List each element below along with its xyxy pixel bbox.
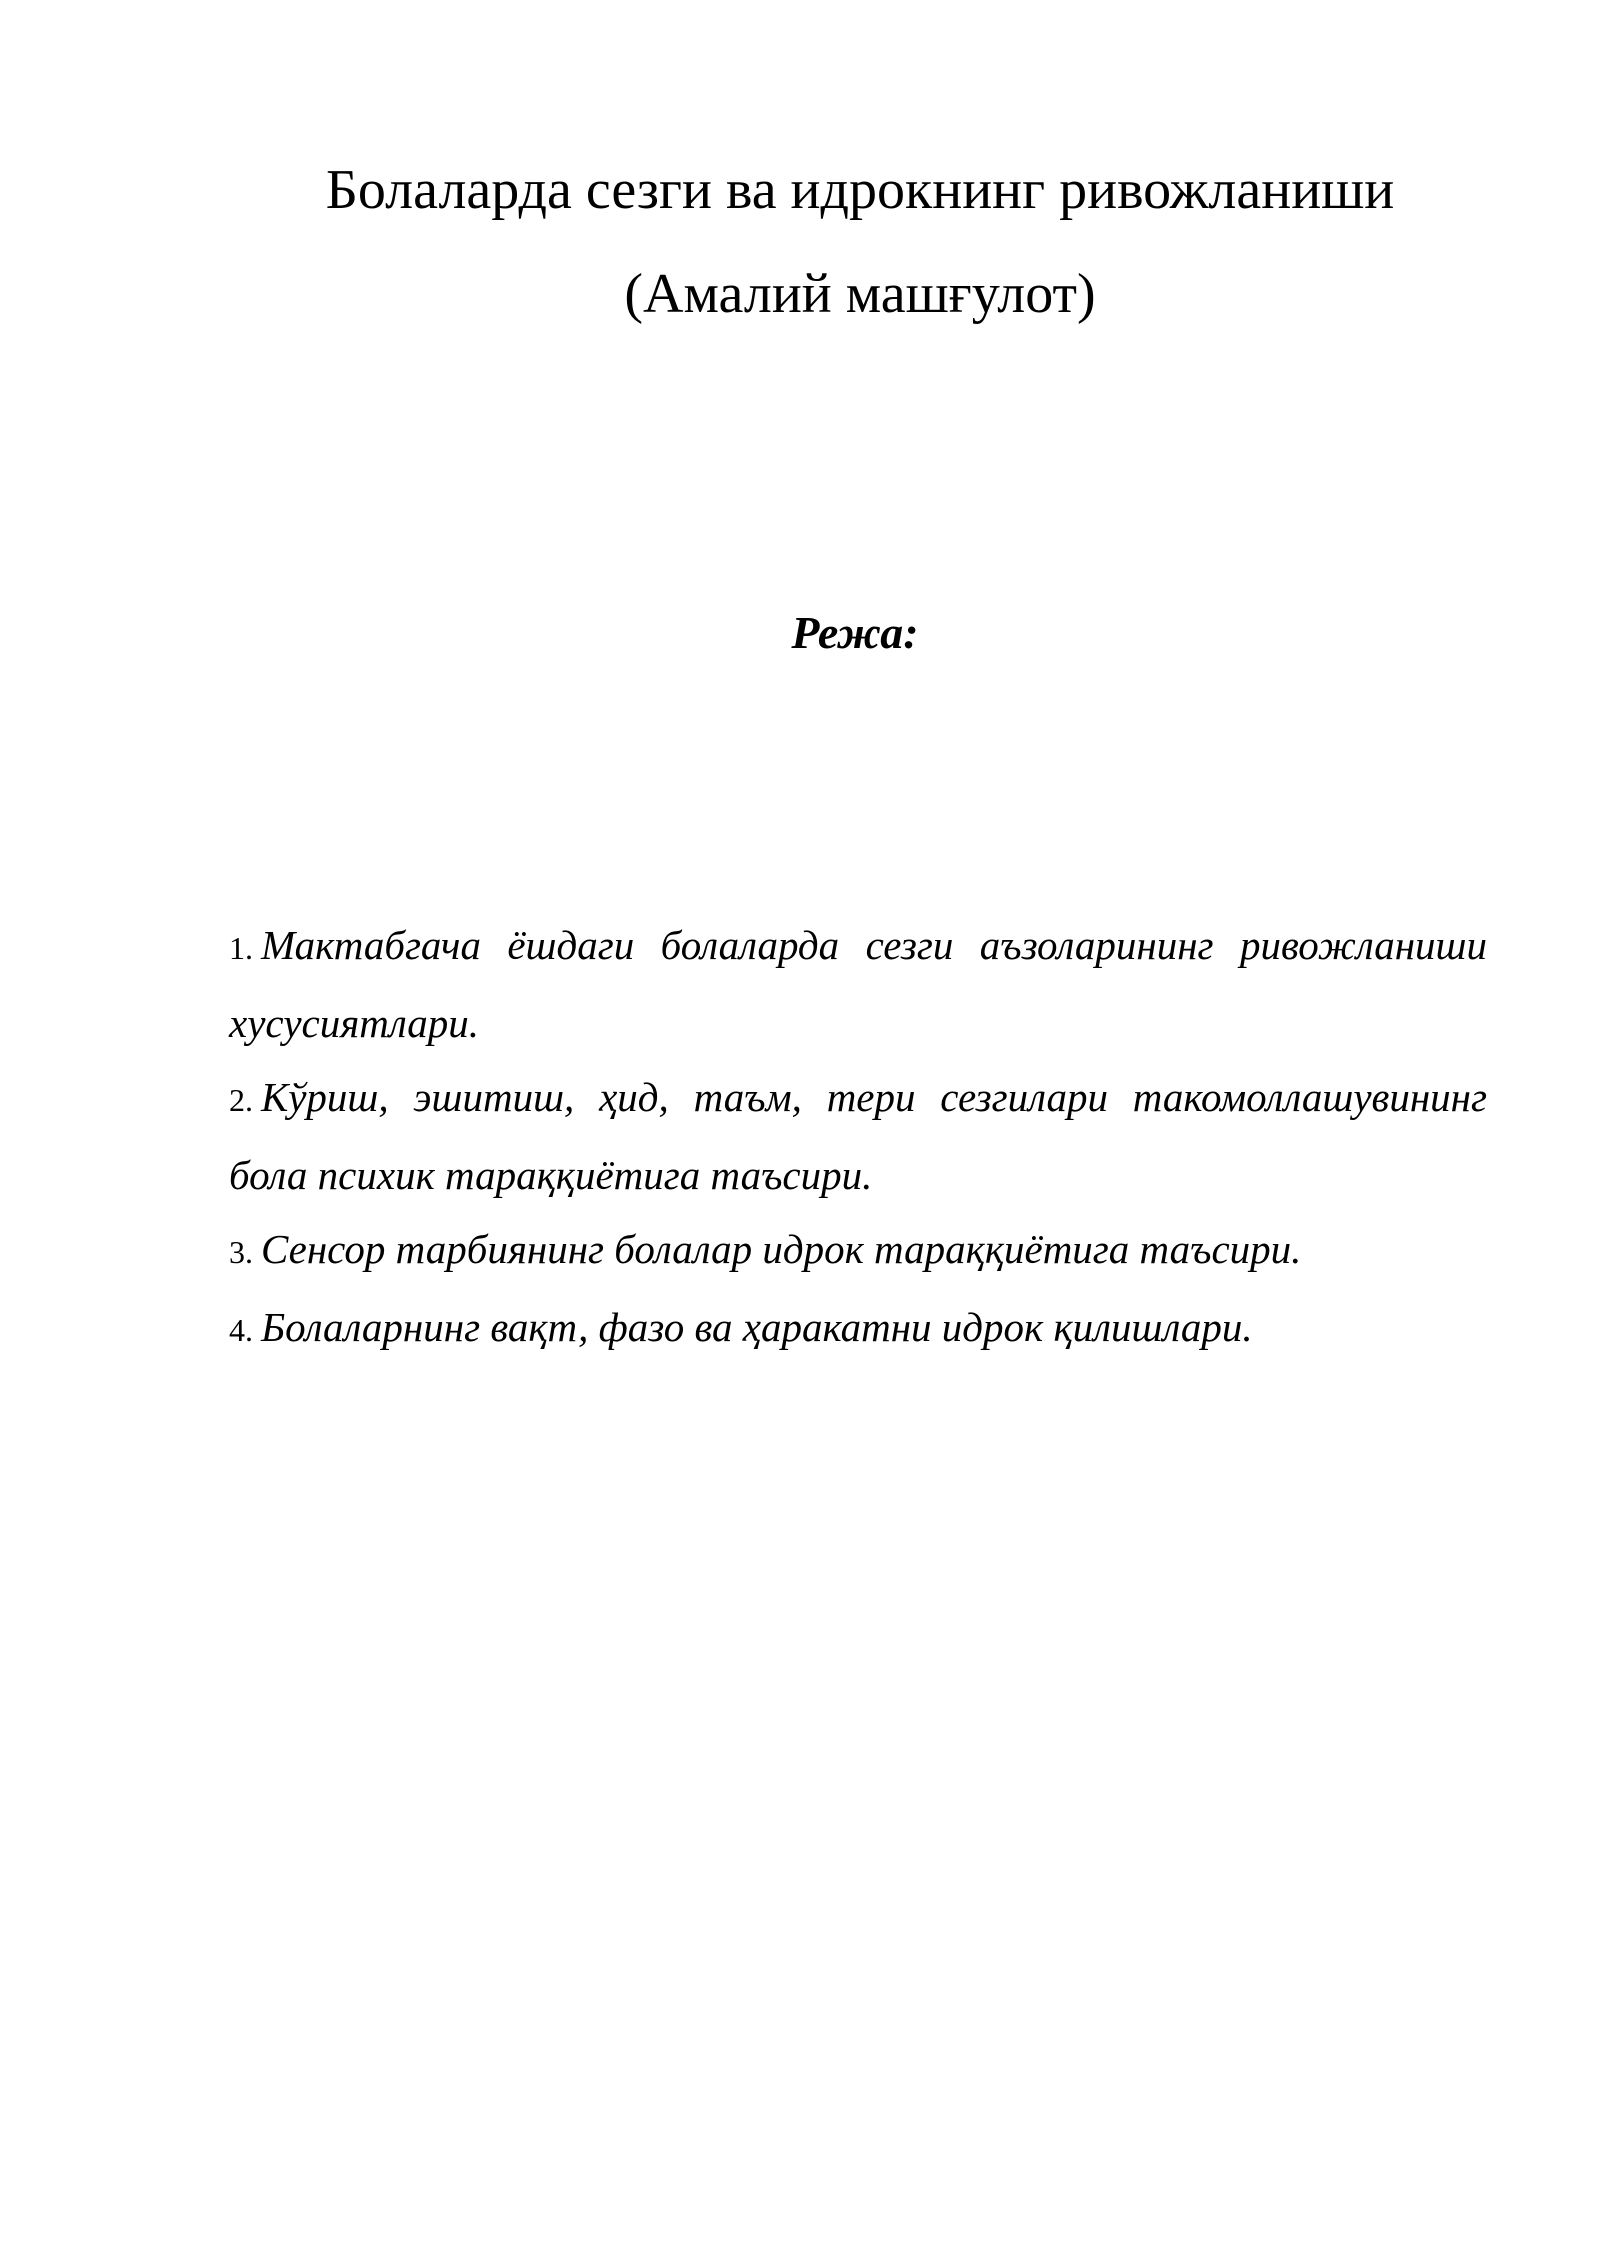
- plan-item-text: Сенсор тарбиянинг болалар идрок тараққиётига таъсири.: [261, 1226, 1302, 1272]
- plan-item: [229, 1060, 1487, 1212]
- plan-item-text: Болаларнинг вақт, фазо ва ҳаракатни идрок қилишлари.: [261, 1303, 1253, 1350]
- plan-item: [229, 1290, 1487, 1368]
- plan-item: [229, 908, 1487, 1060]
- plan-heading: Режа:: [791, 607, 919, 658]
- document-title: Болаларда сезги ва идрокнинг ривожланиши: [325, 159, 1395, 221]
- plan-item: [229, 1212, 1487, 1290]
- plan-item-text: Кўриш, эшитиш, ҳид, таъм, тери сезгилари такомоллашувининг бола психик тараққиётига таъсири.: [229, 1074, 1487, 1198]
- plan-item-number: 3.: [229, 1234, 253, 1270]
- plan-item-number: 1.: [229, 930, 253, 966]
- plan-list: [229, 908, 1487, 1367]
- plan-item-number: 4.: [229, 1311, 253, 1348]
- plan-item-number: 2.: [229, 1082, 253, 1118]
- plan-item-text: Мактабгача ёшдаги болаларда сезги аъзоларининг ривожланиши хусусиятлари.: [229, 922, 1487, 1046]
- document-subtitle: (Амалий машғулот): [624, 263, 1096, 325]
